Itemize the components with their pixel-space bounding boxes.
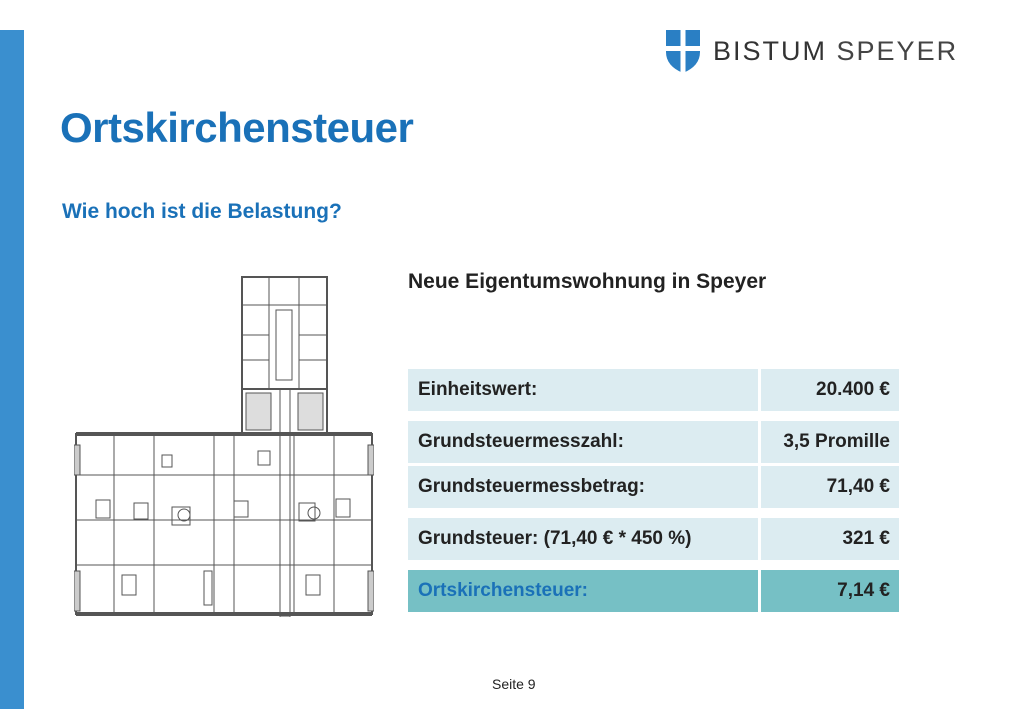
shield-cross-icon — [665, 28, 701, 74]
page-subtitle: Wie hoch ist die Belastung? — [62, 200, 342, 223]
table-row-highlight — [408, 570, 899, 612]
table-row — [408, 466, 899, 508]
row-value: 321 € — [761, 518, 899, 560]
logo-word-bistum: BISTUM — [713, 35, 828, 66]
table-row — [408, 518, 899, 560]
row-label: Grundsteuermessbetrag: — [408, 466, 758, 508]
row-value: 3,5 Promille — [761, 421, 899, 463]
row-label: Einheitswert: — [408, 369, 758, 411]
bistum-speyer-logo — [665, 28, 958, 74]
row-value: 7,14 € — [761, 570, 899, 612]
page-number: Seite 9 — [492, 676, 536, 692]
row-value: 71,40 € — [761, 466, 899, 508]
table-row — [408, 369, 899, 411]
row-value: 20.400 € — [761, 369, 899, 411]
logo-wordmark — [713, 36, 958, 67]
row-label: Ortskirchensteuer: — [408, 570, 758, 612]
floor-plan-image — [74, 275, 374, 617]
left-accent-bar — [0, 30, 24, 709]
row-label: Grundsteuer: (71,40 € * 450 %) — [408, 518, 758, 560]
page-title: Ortskirchensteuer — [60, 104, 414, 151]
apartment-heading: Neue Eigentumswohnung in Speyer — [408, 270, 767, 293]
row-label: Grundsteuermesszahl: — [408, 421, 758, 463]
logo-word-speyer: SPEYER — [836, 35, 959, 66]
table-row — [408, 421, 899, 463]
